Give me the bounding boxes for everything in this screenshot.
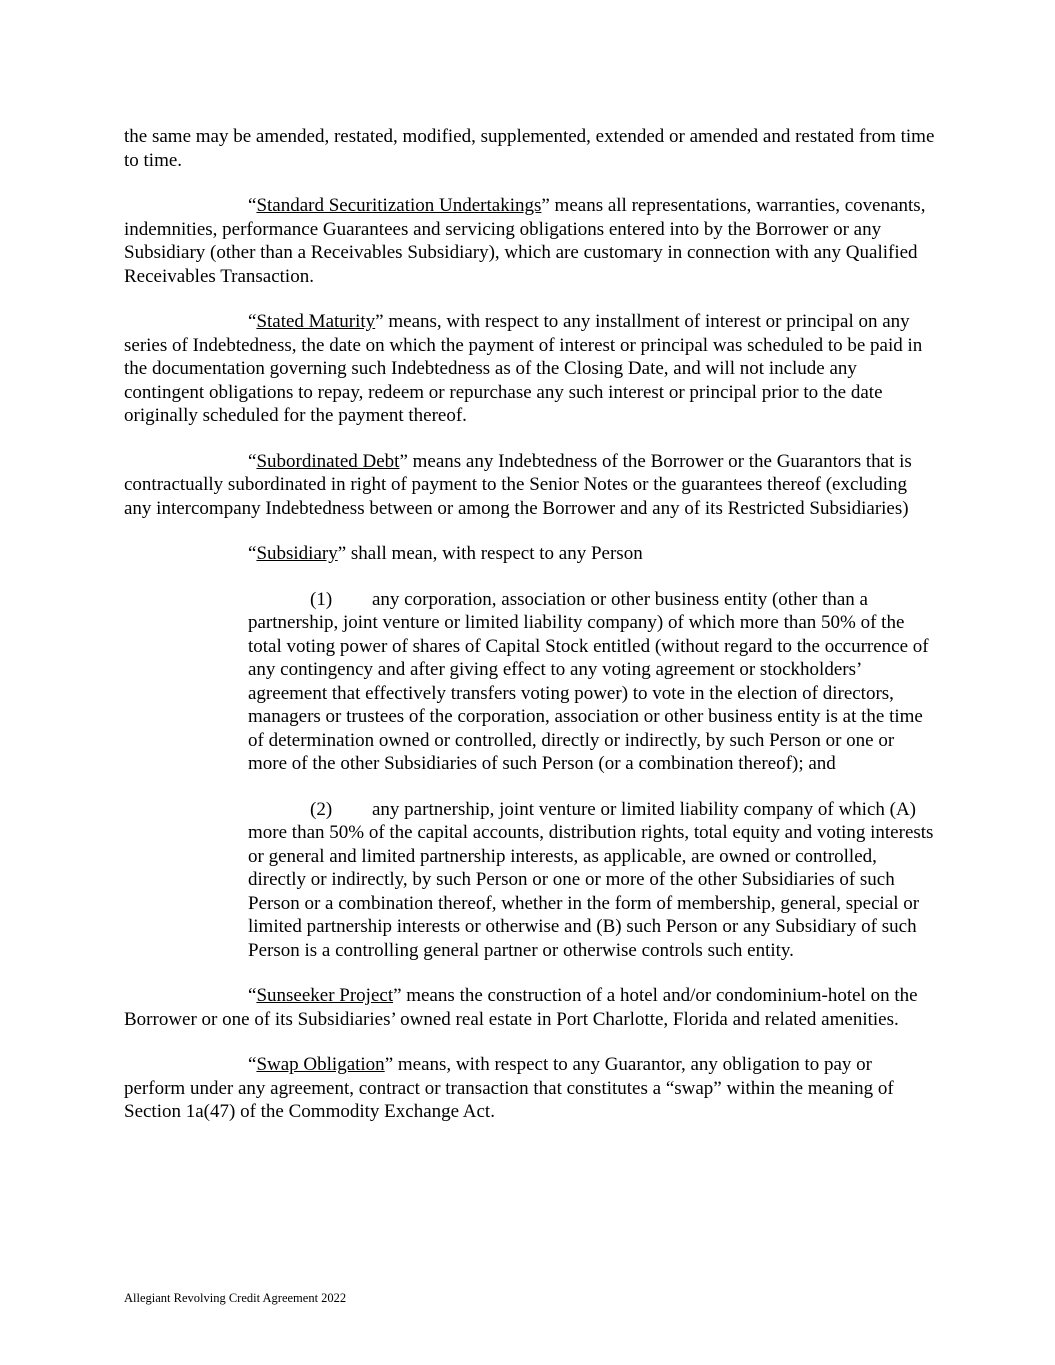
definition-swap-obligation: “Swap Obligation” means, with respect to any Guarantor, any obligation to pay or perform under any agreement, contract or transaction that constitutes a “swap” within the meaning of Section 1a(47) of the Commodity Exchange Act. [124,1054,894,1122]
definition-text: ” means, with respect to any Guarantor, any obligation to pay or perform under any agreement, contract or transaction that constitutes a “swap” within the meaning of Section 1a(47) of the Commodity Exchange Act. [124,1054,894,1122]
subsidiary-clause-2 [248,798,936,963]
definition-text: ” means all representations, warranties, covenants, indemnities, performance Guarantees and servicing obligations entered into by the Borrower or any Subsidiary (other than a Receivables Subsidiary), which are customary in connection with any Qualified Receivables Transaction. [124,195,926,287]
definition-sunseeker-project: “Sunseeker Project” means the construction of a hotel and/or condominium-hotel on the Borrower or one of its Subsidiaries’ owned real estate in Port Charlotte, Florida and related amenities. [124,985,918,1030]
defined-term: Subsidiary [256,543,338,564]
clause-number: (1) [310,588,333,610]
definition-standard-securitization-undertakings: “Standard Securitization Undertakings” means all representations, warranties, covenants, indemnities, performance Guarantees and servicing obligations entered into by the Borrower or any Subsidiary (other than a Receivables Subsidiary), which are customary in connection with any Qualified Receivables Transaction. [124,195,926,287]
defined-term: Subordinated Debt [256,450,400,472]
defined-term: Swap Obligation [256,1054,385,1075]
definition-subsidiary: “Subsidiary” shall mean, with respect to any Person [248,543,643,564]
definition-text: ” means the construction of a hotel and/or condominium-hotel on the Borrower or one of its Subsidiaries’ owned real estate in Port Charlotte, Florida and related amenities. [124,985,918,1030]
definition-subordinated-debt: “Subordinated Debt” means any Indebtedness of the Borrower or the Guarantors that is contractually subordinated in right of payment to the Senior Notes or the guarantees thereof (excluding any intercompany Indebtedness between or among the Borrower and any of its Restricted Subsidiaries) [124,450,912,519]
clause-text: any partnership, joint venture or limited liability company of which (A) more than 50% of the capital accounts, distribution rights, total equity and voting interests or general and limited partnership interests, as applicable, are owned or controlled, directly or indirectly, by such Person or one or more of the other Subsidiaries of such Person or a combination thereof, whether in the form of membership, general, special or limited partnership interests or otherwise and (B) such Person or any Subsidiary of such Person is a controlling general partner or otherwise controls such entity. [248,798,934,961]
clause-number: (2) [310,798,333,820]
defined-term: Stated Maturity [256,311,376,332]
definition-text: ” means any Indebtedness of the Borrower or the Guarantors that is contractually subordinated in right of payment to the Senior Notes or the guarantees thereof (excluding any intercompany Indebtedness between or among the Borrower and any of its Restricted Subsidiaries) [124,450,912,519]
defined-term: Sunseeker Project [256,985,394,1006]
document-body [124,125,936,1146]
definition-text: ” means, with respect to any installment of interest or principal on any series of Indebtedness, the date on which the payment of interest or principal was scheduled to be paid in the documentation governing such Indebtedness as of the Closing Date, and will not include any contingent obligations to repay, redeem or repurchase any such interest or principal prior to the date originally scheduled for the payment thereof. [124,311,923,426]
paragraph-continuation: the same may be amended, restated, modified, supplemented, extended or amended and restated from time to time. [124,126,935,171]
defined-term: Standard Securitization Undertakings [256,195,542,216]
subsidiary-clause-1 [248,588,936,776]
definition-text: ” shall mean, with respect to any Person [337,543,643,564]
definition-stated-maturity: “Stated Maturity” means, with respect to any installment of interest or principal on any series of Indebtedness, the date on which the payment of interest or principal was scheduled to be paid in the documentation governing such Indebtedness as of the Closing Date, and will not include any contingent obligations to repay, redeem or repurchase any such interest or principal prior to the date originally scheduled for the payment thereof. [124,311,923,426]
clause-text: any corporation, association or other business entity (other than a partnership, joint venture or limited liability company) of which more than 50% of the total voting power of shares of Capital Stock entitled (without regard to the occurrence of any contingency and after giving effect to any voting agreement or stockholders’ agreement that effectively transfers voting power) to vote in the election of directors, managers or trustees of the corporation, association or other business entity is at the time of determination owned or controlled, directly or indirectly, by such Person or one or more of the other Subsidiaries of such Person (or a combination thereof); and [248,588,929,774]
page-footer: Allegiant Revolving Credit Agreement 2022 [124,1291,347,1305]
